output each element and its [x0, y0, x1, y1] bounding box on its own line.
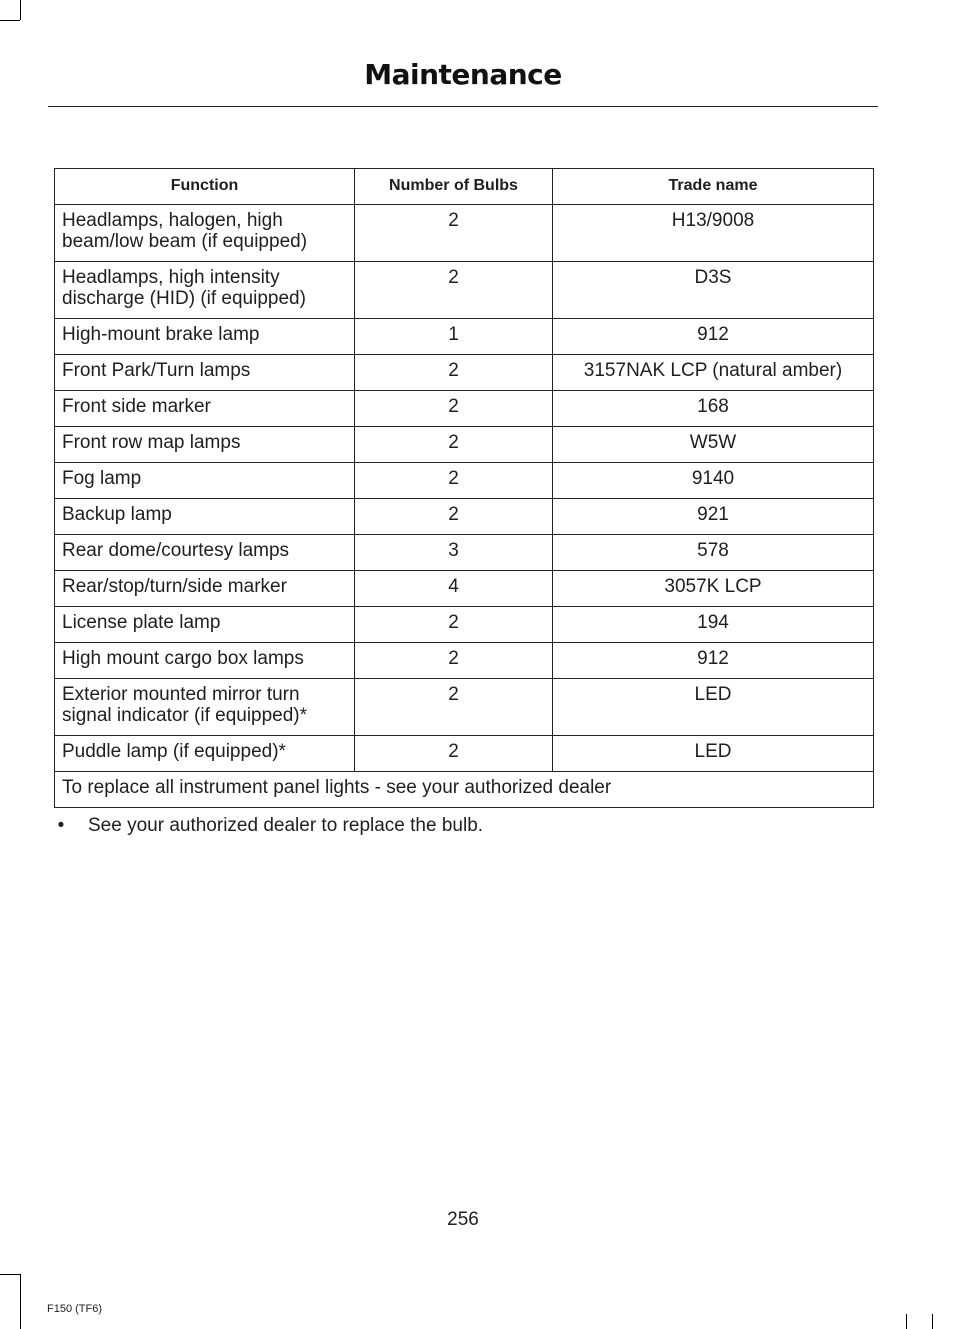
- bulb-count-cell: 3: [355, 535, 553, 571]
- table-row: [55, 607, 874, 643]
- function-cell: Front Park/Turn lamps: [55, 355, 355, 391]
- function-cell: Rear/stop/turn/side marker: [55, 571, 355, 607]
- table-row: [55, 319, 874, 355]
- crop-mark-bottom-left-vertical: [20, 1274, 21, 1329]
- table-row: [55, 262, 874, 319]
- table-row: [55, 571, 874, 607]
- function-cell: Front side marker: [55, 391, 355, 427]
- crop-mark-bottom-left-horizontal: [0, 1274, 20, 1275]
- trade-name-cell: H13/9008: [553, 205, 874, 262]
- bulb-count-cell: 2: [355, 736, 553, 772]
- column-header-number-of-bulbs: Number of Bulbs: [355, 169, 553, 205]
- trade-name-cell: 194: [553, 607, 874, 643]
- table-row: [55, 463, 874, 499]
- bulb-count-cell: 2: [355, 262, 553, 319]
- function-cell: Exterior mounted mirror turn signal indicator (if equipped)*: [55, 679, 355, 736]
- bulb-count-cell: 4: [355, 571, 553, 607]
- column-header-trade-name: Trade name: [553, 169, 874, 205]
- table-footer-row: [55, 772, 874, 808]
- trade-name-cell: LED: [553, 679, 874, 736]
- trade-name-cell: 3157NAK LCP (natural amber): [553, 355, 874, 391]
- bulb-count-cell: 2: [355, 607, 553, 643]
- bulb-count-cell: 2: [355, 205, 553, 262]
- trade-name-cell: 912: [553, 643, 874, 679]
- bullet-text: See your authorized dealer to replace the bulb.: [88, 815, 484, 836]
- bulb-count-cell: 2: [355, 355, 553, 391]
- table-row: [55, 736, 874, 772]
- table-row: [55, 391, 874, 427]
- function-cell: Front row map lamps: [55, 427, 355, 463]
- crop-mark-top-left-horizontal: [0, 20, 20, 21]
- table-row: [55, 535, 874, 571]
- table-row: [55, 679, 874, 736]
- crop-mark-top-left-vertical: [20, 0, 21, 20]
- trade-name-cell: 168: [553, 391, 874, 427]
- trade-name-cell: LED: [553, 736, 874, 772]
- function-cell: Backup lamp: [55, 499, 355, 535]
- trade-name-cell: 3057K LCP: [553, 571, 874, 607]
- trade-name-cell: 912: [553, 319, 874, 355]
- function-cell: High mount cargo box lamps: [55, 643, 355, 679]
- table-row: [55, 643, 874, 679]
- column-header-function: Function: [55, 169, 355, 205]
- table-header-row: [55, 169, 874, 205]
- function-cell: High-mount brake lamp: [55, 319, 355, 355]
- function-cell: Rear dome/courtesy lamps: [55, 535, 355, 571]
- crop-mark-bottom-right-vertical-b: [932, 1314, 933, 1329]
- table-row: [55, 427, 874, 463]
- function-cell: Headlamps, high intensity discharge (HID) (if equipped): [55, 262, 355, 319]
- bulb-count-cell: 2: [355, 679, 553, 736]
- table-row: [55, 355, 874, 391]
- bulb-specification-table: [54, 168, 874, 808]
- trade-name-cell: 578: [553, 535, 874, 571]
- bulb-count-cell: 2: [355, 643, 553, 679]
- instrument-panel-note: To replace all instrument panel lights - see your authorized dealer: [55, 772, 874, 808]
- title-divider: [48, 106, 878, 107]
- crop-mark-bottom-right-vertical-a: [906, 1314, 907, 1329]
- table-row: [55, 499, 874, 535]
- trade-name-cell: 921: [553, 499, 874, 535]
- table-row: [55, 205, 874, 262]
- bulb-count-cell: 2: [355, 499, 553, 535]
- bulb-count-cell: 2: [355, 427, 553, 463]
- function-cell: License plate lamp: [55, 607, 355, 643]
- page-title: Maintenance: [364, 58, 562, 91]
- trade-name-cell: W5W: [553, 427, 874, 463]
- bulb-count-cell: 1: [355, 319, 553, 355]
- footer-model-code: F150 (TF6): [47, 1303, 103, 1315]
- function-cell: Fog lamp: [55, 463, 355, 499]
- trade-name-cell: 9140: [553, 463, 874, 499]
- trade-name-cell: D3S: [553, 262, 874, 319]
- bulb-count-cell: 2: [355, 463, 553, 499]
- bullet-marker: •: [57, 815, 65, 836]
- function-cell: Headlamps, halogen, high beam/low beam (if equipped): [55, 205, 355, 262]
- page-number: 256: [447, 1209, 479, 1230]
- function-cell: Puddle lamp (if equipped)*: [55, 736, 355, 772]
- bulb-count-cell: 2: [355, 391, 553, 427]
